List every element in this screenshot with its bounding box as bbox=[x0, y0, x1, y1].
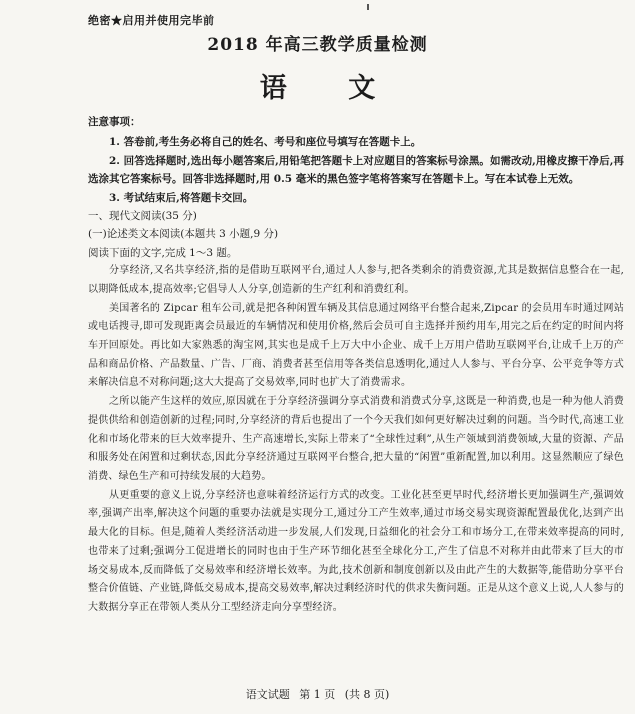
exam-body bbox=[88, 113, 624, 618]
reading-passage bbox=[88, 262, 624, 617]
page-footer bbox=[0, 686, 635, 702]
passage-paragraph: 从更重要的意义上说,分享经济也意味着经济运行方式的改变。工业化甚至更早时代,经济增长更加强调生产,强调效率,强调产出率,解决这个问题的重要办法就是实现分工,通过分工产生效率,通过市场交易实现资源配置最优化,达到产出最大化的目标。但是,随着人类经济活动进一步发展,人们发现,日益细化的社会分工和市场分工,在带来效率提高的同时,也带来了过剩;强调分工促进增长的同时也由于生产环节细化甚至全球化分工,产生了信息不对称并由此带来了巨大的市场交易成本,反而降低了交易效率和经济增长效率。为此,技术创新和制度创新以及由此产生的大数据等,能借助分享平台整合价值链、产业链,降低交易成本,提高交易效率,解决过剩经济时代的供求失衡问题。正是从这个意义上说,人人参与的大数据分享正在带领人类从分工型经济走向分享型经济。 bbox=[88, 489, 624, 613]
footer-total-pages: (共 8 页) bbox=[344, 688, 390, 701]
notice-item: 3. 考试结束后,将答题卡交回。 bbox=[109, 191, 254, 204]
passage-paragraph: 之所以能产生这样的效应,原因就在于分享经济强调分享式消费和消费式分享,这既是一种消费,也是一种为他人消费提供供给和创造创新的过程;同时,分享经济的背后也提出了一个今天我们如何更好解决过剩的问题。当今时代,高速工业化和市场化带来的巨大效率提升、生产高速增长,实际上带来了“全球性过剩”,从生产领域到消费领域,大量的资源、产品和服务处在闲置和过剩状态,因此分享经济通过互联网平台整合,把大量的“闲置”重新配置,加以利用。这显然顺应了绿色消费、绿色生产和可持续发展的大趋势。 bbox=[88, 396, 624, 482]
passage-paragraph: 分享经济,又名共享经济,指的是借助互联网平台,通过人人参与,把各类剩余的消费资源,尤其是数据信息整合在一起,以期降低成本,提高效率;它倡导人人分享,创造新的生产红利和消费红利。 bbox=[88, 265, 624, 295]
notice-item: 2. 回答选择题时,选出每小题答案后,用铅笔把答题卡上对应题目的答案标号涂黑。如需改动,用橡皮擦干净后,再选涂其它答案标号。回答非选择题时,用 0.5 毫米的黑色签字笔将答案写在答题卡上。写在本试卷上无效。 bbox=[88, 154, 624, 186]
passage-paragraph: 美国著名的 Zipcar 租车公司,就是把各种闲置车辆及其信息通过网络平台整合起来,Zipcar 的会员用车时通过网站或电话搜寻,即可发现距离会员最近的车辆情况和使用价格,然后会员可自主选择并预约用车,用完之后在约定的时间内将车开回原处。再比如大家熟悉的淘宝网,其实也是成千上万大中小企业、成千上万用户借助互联网平台,让成千上万的产品和商品价格、产品数量、广告、厂商、消费者甚至信用等各类信息透明化,通过人人参与、平台分享、公平竞争等方式来解决信息不对称问题;这大大提高了交易效率,同时也扩大了消费需求。 bbox=[88, 302, 624, 389]
footer-paper-name: 语文试题 bbox=[245, 688, 290, 701]
notice-heading: 注意事项： bbox=[88, 116, 141, 128]
part-title: 一、现代文阅读(35 分) bbox=[88, 210, 197, 223]
reading-instruction: 阅读下面的文字,完成 1～3 题。 bbox=[88, 246, 238, 259]
footer-page-number: 第 1 页 bbox=[299, 688, 336, 701]
notice-section bbox=[88, 113, 624, 207]
sub-section-title: (一)论述类文本阅读(本题共 3 小题,9 分) bbox=[88, 228, 279, 241]
subject-title: 语 文 bbox=[259, 73, 402, 104]
notice-item: 1. 答卷前,考生务必将自己的姓名、考号和座位号填写在答题卡上。 bbox=[109, 136, 422, 149]
secret-mark: 绝密★启用并使用完毕前 bbox=[88, 14, 215, 27]
exam-title: 2018 年高三教学质量检测 bbox=[207, 35, 428, 55]
scan-mark bbox=[367, 4, 369, 10]
